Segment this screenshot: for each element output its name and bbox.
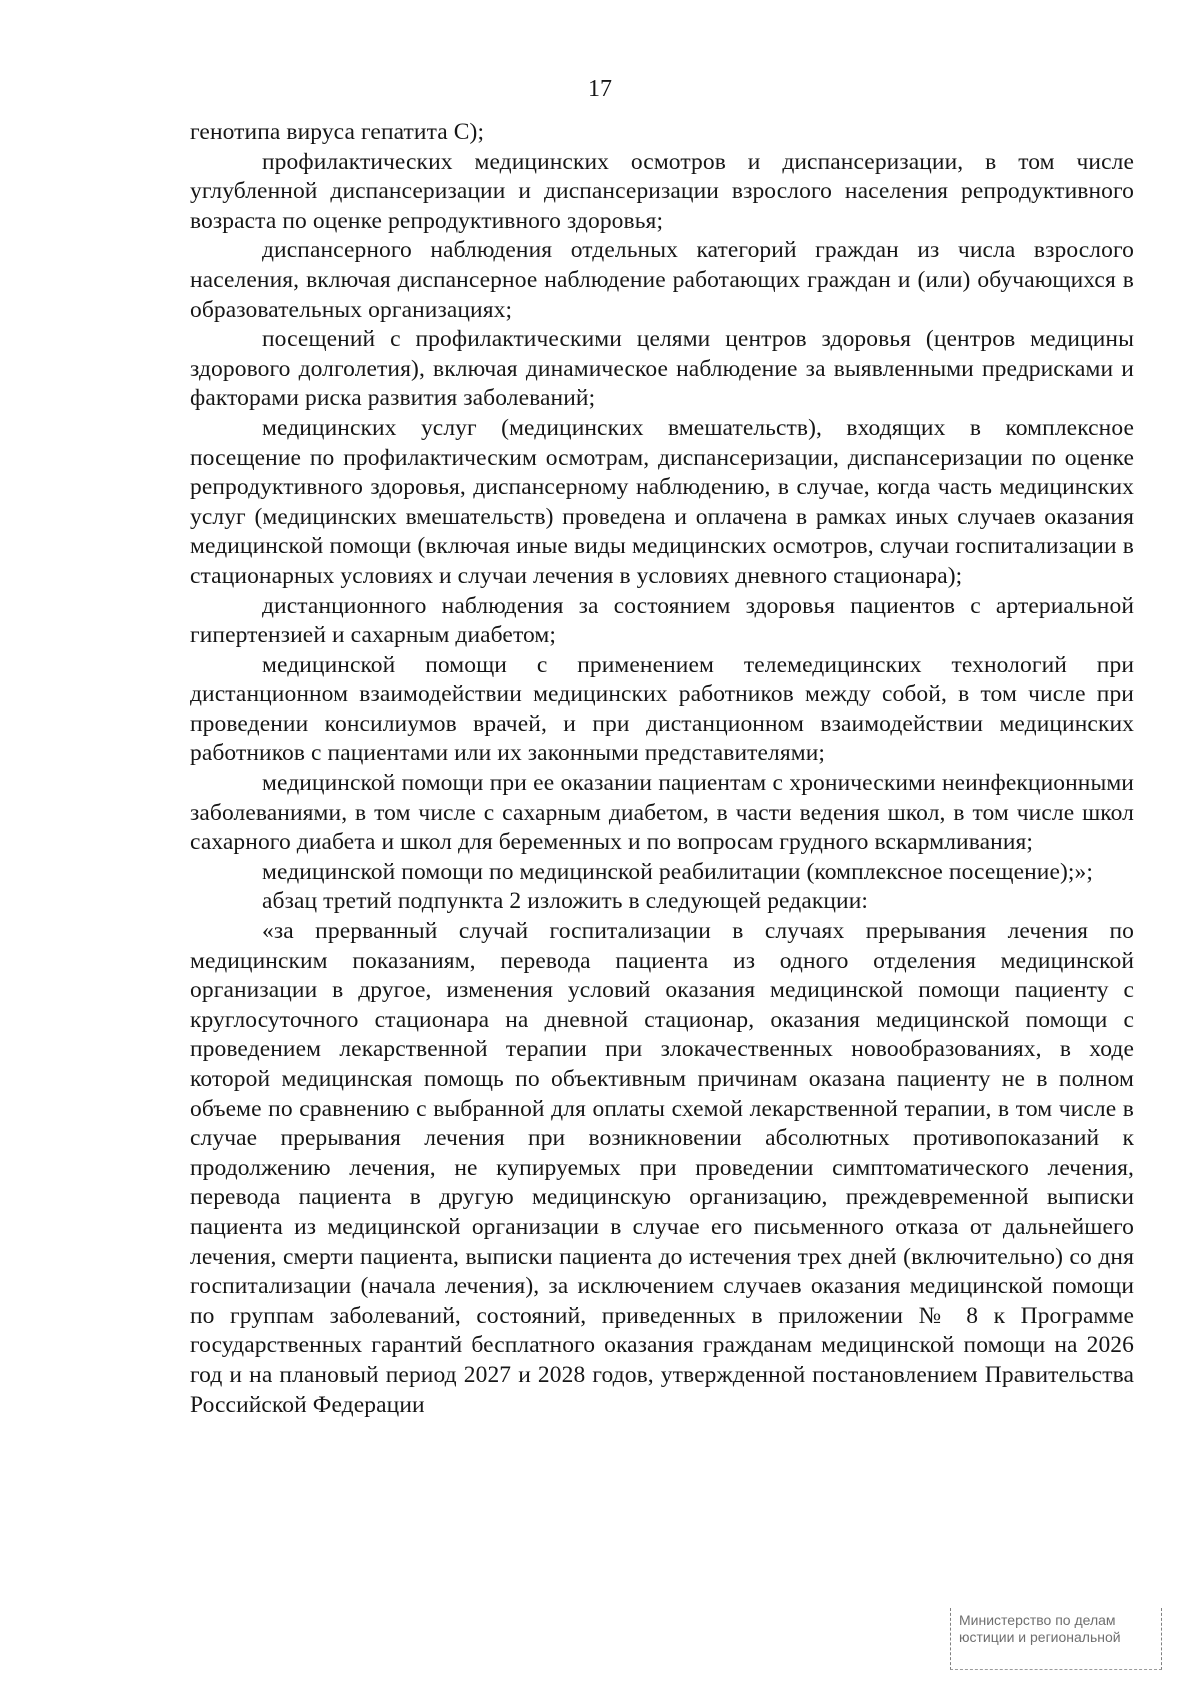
paragraph-dispensary-observation: диспансерного наблюдения отдельных категорий граждан из числа взрослого населения, включая диспансерное наблюдение работающих граждан и (или) обучающихся в образовательных организациях; <box>190 237 1134 323</box>
document-body <box>190 118 1134 1420</box>
paragraph-continuation: генотипа вируса гепатита С); <box>190 119 485 145</box>
paragraph-chronic-diseases: медицинской помощи при ее оказании пациентам с хроническими неинфекционными заболеваниями, в том числе с сахарным диабетом, в части ведения школ, в том числе школ сахарного диабета и школ для беременных и по вопросам грудного вскармливания; <box>190 770 1134 856</box>
paragraph-interrupted-hospitalization: «за прерванный случай госпитализации в случаях прерывания лечения по медицинским показаниям, перевода пациента из одного отделения медицинской организации в другое, изменения условий оказания медицинской помощи пациенту с круглосуточного стационара на дневной стационар, оказания медицинской помощи с проведением лекарственной терапии при злокачественных новообразованиях, в ходе которой медицинская помощь по объективным причинам оказана пациенту не в полном объеме по сравнению с выбранной для оплаты схемой лекарственной терапии, в том числе в случае прерывания лечения при возникновении абсолютных противопоказаний к продолжению лечения, не купируемых при проведении симптоматического лечения, перевода пациента в другую медицинскую организацию, преждевременной выписки пациента из медицинской организации в случае его письменного отказа от дальнейшего лечения, смерти пациента, выписки пациента до истечения трех дней (включительно) со дня госпитализации (начала лечения), за исключением случаев оказания медицинской помощи по группам заболеваний, состояний, приведенных в приложении № 8 к Программе государственных гарантий бесплатного оказания гражданам медицинской помощи на 2026 год и на плановый период 2027 и 2028 годов, утвержденной постановлением Правительства Российской Федерации <box>190 918 1134 1418</box>
paragraph-rehabilitation: медицинской помощи по медицинской реабилитации (комплексное посещение);»; <box>262 858 1094 885</box>
paragraph-remote-monitoring: дистанционного наблюдения за состоянием здоровья пациентов с артериальной гипертензией и сахарным диабетом; <box>190 592 1134 649</box>
paragraph-amendment-instruction: абзац третий подпункта 2 изложить в следующей редакции: <box>262 888 869 915</box>
page-number: 17 <box>588 76 612 102</box>
ministry-stamp <box>950 1608 1162 1670</box>
paragraph-medical-services: медицинских услуг (медицинских вмешательств), входящих в комплексное посещение по профилактическим осмотрам, диспансеризации, диспансеризации по оценке репродуктивного здоровья, диспансерному наблюдению, в случае, когда часть медицинских услуг (медицинских вмешательств) проведена и оплачена в рамках иных случаев оказания медицинской помощи (включая иные виды медицинских осмотров, случаи госпитализации в стационарных условиях и случаи лечения в условиях дневного стационара); <box>190 414 1134 589</box>
stamp-line-2: юстиции и региональной <box>959 1629 1121 1645</box>
paragraph-health-centers: посещений с профилактическими целями центров здоровья (центров медицины здорового долголетия), включая динамическое наблюдение за выявленными предрисками и факторами риска развития заболеваний; <box>190 326 1134 412</box>
paragraph-telemedicine: медицинской помощи с применением телемедицинских технологий при дистанционном взаимодействии медицинских работников между собой, в том числе при проведении консилиумов врачей, и при дистанционном взаимодействии медицинских работников с пациентами или их законными представителями; <box>190 651 1134 767</box>
stamp-line-1: Министерство по делам <box>959 1612 1116 1628</box>
paragraph-preventive-exams: профилактических медицинских осмотров и диспансеризации, в том числе углубленной диспансеризации и диспансеризации взрослого населения репродуктивного возраста по оценке репродуктивного здоровья; <box>190 148 1134 234</box>
